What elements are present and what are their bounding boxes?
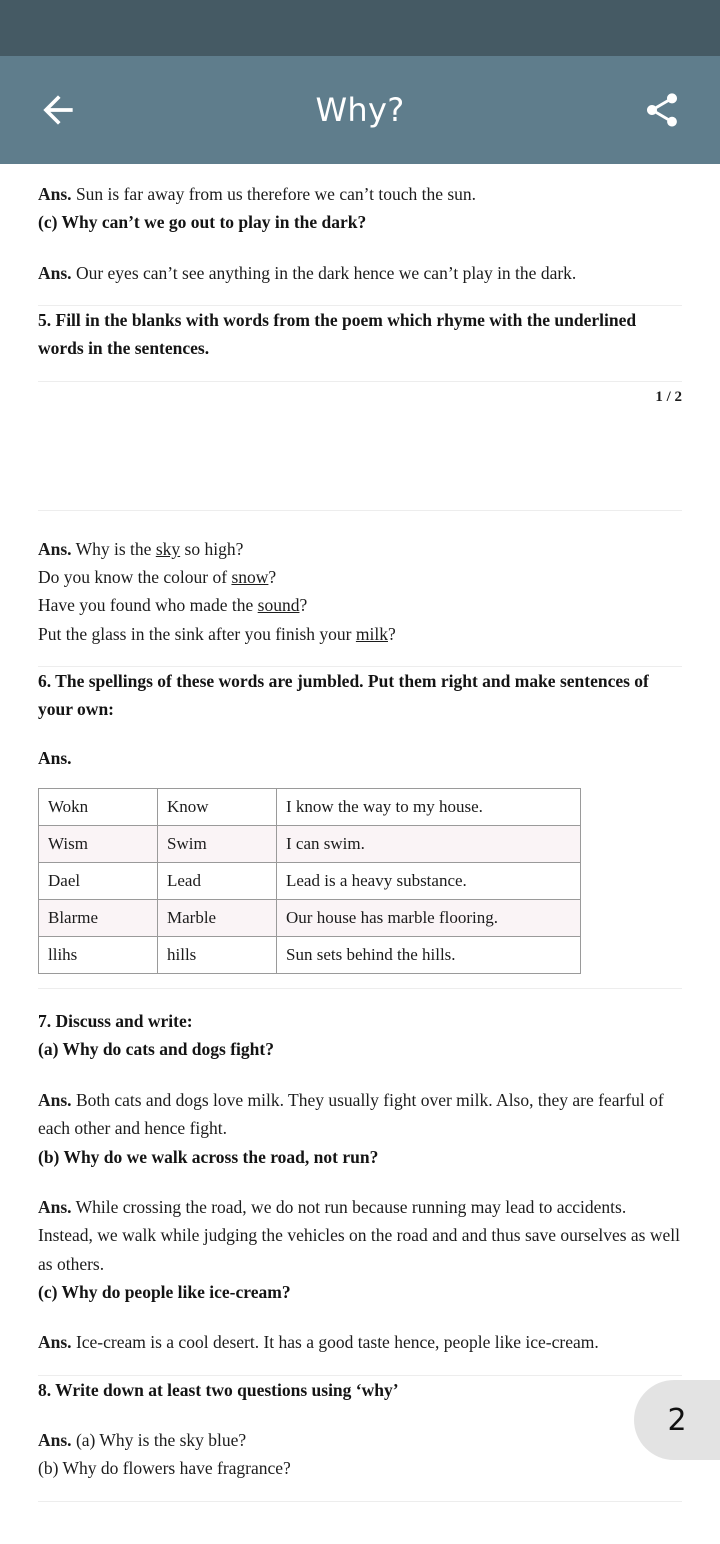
table-row — [39, 863, 581, 900]
question-heading-7c: (c) Why do people like ice-cream? — [38, 1281, 291, 1302]
line-pre: Do you know the colour of — [38, 567, 232, 588]
jumbled-words-table — [38, 788, 581, 974]
table-row — [39, 900, 581, 937]
answer-paragraph — [38, 180, 682, 208]
slideshow-counter: 1 / 2 — [655, 388, 682, 405]
table-cell-correct: Swim — [158, 826, 277, 863]
arrow-left-icon — [36, 88, 80, 132]
embedded-media-placeholder[interactable] — [38, 406, 682, 510]
answer-label: Ans. — [38, 1089, 72, 1110]
back-button[interactable] — [22, 74, 94, 146]
answer-line: (b) Why do flowers have fragrance? — [38, 1458, 291, 1479]
section-divider — [38, 381, 682, 382]
page-title: Why? — [315, 91, 405, 129]
answer-text: Both cats and dogs love milk. They usually fight over milk. Also, they are fearful of each other and hence fight. — [38, 1089, 664, 1139]
question-heading-6: 6. The spellings of these words are jumbled. Put them right and make sentences of your own: — [38, 671, 649, 720]
underlined-word: sound — [257, 595, 300, 616]
answer-paragraph — [38, 1328, 682, 1356]
page-number-text: 2 — [667, 1402, 687, 1438]
line-pre: Put the glass in the sink after you finish your — [38, 623, 356, 644]
table-cell-jumbled: Dael — [39, 863, 158, 900]
page-number-badge[interactable] — [634, 1380, 720, 1460]
question-heading-7a: (a) Why do cats and dogs fight? — [38, 1039, 274, 1060]
line-post: ? — [387, 623, 396, 644]
answer-line — [38, 563, 682, 591]
answer-label: Ans. — [38, 1196, 72, 1217]
question-heading-7b: (b) Why do we walk across the road, not run? — [38, 1146, 379, 1167]
question-heading-8: 8. Write down at least two questions using ‘why’ — [38, 1379, 399, 1400]
table-cell-jumbled: llihs — [39, 937, 158, 974]
answer-text: While crossing the road, we do not run because running may lead to accidents. Instead, we walk while judging the vehicles on the road and and thus save ourselves as well as others. — [38, 1196, 680, 1274]
app-bar — [0, 56, 720, 164]
section-divider — [38, 510, 682, 511]
answer-line — [38, 620, 682, 648]
table-cell-correct: Know — [158, 789, 277, 826]
table-cell-sentence: Lead is a heavy substance. — [277, 863, 581, 900]
table-cell-sentence: I can swim. — [277, 826, 581, 863]
underlined-word: snow — [231, 567, 269, 588]
answer-line — [38, 535, 682, 563]
line-post: ? — [299, 595, 308, 616]
answer-text: Our eyes can’t see anything in the dark hence we can’t play in the dark. — [71, 262, 577, 283]
table-cell-correct: hills — [158, 937, 277, 974]
underlined-word: sky — [155, 538, 181, 559]
table-cell-jumbled: Blarme — [39, 900, 158, 937]
answer-line — [38, 1426, 682, 1454]
answer-paragraph — [38, 1193, 682, 1278]
answer-label: Ans. — [38, 1332, 72, 1353]
table-cell-jumbled: Wokn — [39, 789, 158, 826]
answer-5-block — [38, 535, 682, 648]
line-pre: Have you found who made the — [38, 595, 258, 616]
line-post: so high? — [180, 538, 244, 559]
table-row — [39, 826, 581, 863]
answer-text: Sun is far away from us therefore we can’t touch the sun. — [71, 184, 477, 204]
table-cell-jumbled: Wism — [39, 826, 158, 863]
table-row — [39, 789, 581, 826]
section-divider — [38, 1501, 682, 1502]
line-post: ? — [268, 567, 277, 588]
question-heading-7: 7. Discuss and write: — [38, 1011, 193, 1032]
answer-label: Ans. — [38, 184, 72, 204]
answer-line — [38, 591, 682, 619]
answer-label: Ans. — [38, 262, 72, 283]
line-pre: Why is the — [71, 538, 156, 559]
answer-label: Ans. — [38, 538, 72, 559]
table-cell-sentence: Sun sets behind the hills. — [277, 937, 581, 974]
table-row — [39, 937, 581, 974]
table-cell-sentence: Our house has marble flooring. — [277, 900, 581, 937]
answer-paragraph — [38, 259, 682, 287]
table-cell-sentence: I know the way to my house. — [277, 789, 581, 826]
answer-label: Ans. — [38, 1429, 72, 1450]
article-content — [0, 180, 720, 1502]
answer-text: (a) Why is the sky blue? — [71, 1429, 247, 1450]
share-icon — [642, 90, 682, 130]
answer-text: Ice-cream is a cool desert. It has a good taste hence, people like ice-cream. — [71, 1332, 599, 1353]
section-divider — [38, 988, 682, 989]
answer-6-label: Ans. — [38, 747, 72, 768]
share-button[interactable] — [626, 74, 698, 146]
table-cell-correct: Lead — [158, 863, 277, 900]
answer-paragraph — [38, 1086, 682, 1143]
underlined-word: milk — [355, 623, 388, 644]
question-heading-5: 5. Fill in the blanks with words from the poem which rhyme with the underlined words in the sentences. — [38, 310, 637, 359]
question-heading-4c: (c) Why can’t we go out to play in the dark? — [38, 212, 367, 233]
table-cell-correct: Marble — [158, 900, 277, 937]
answer-8-block — [38, 1426, 682, 1483]
status-bar — [0, 0, 720, 56]
